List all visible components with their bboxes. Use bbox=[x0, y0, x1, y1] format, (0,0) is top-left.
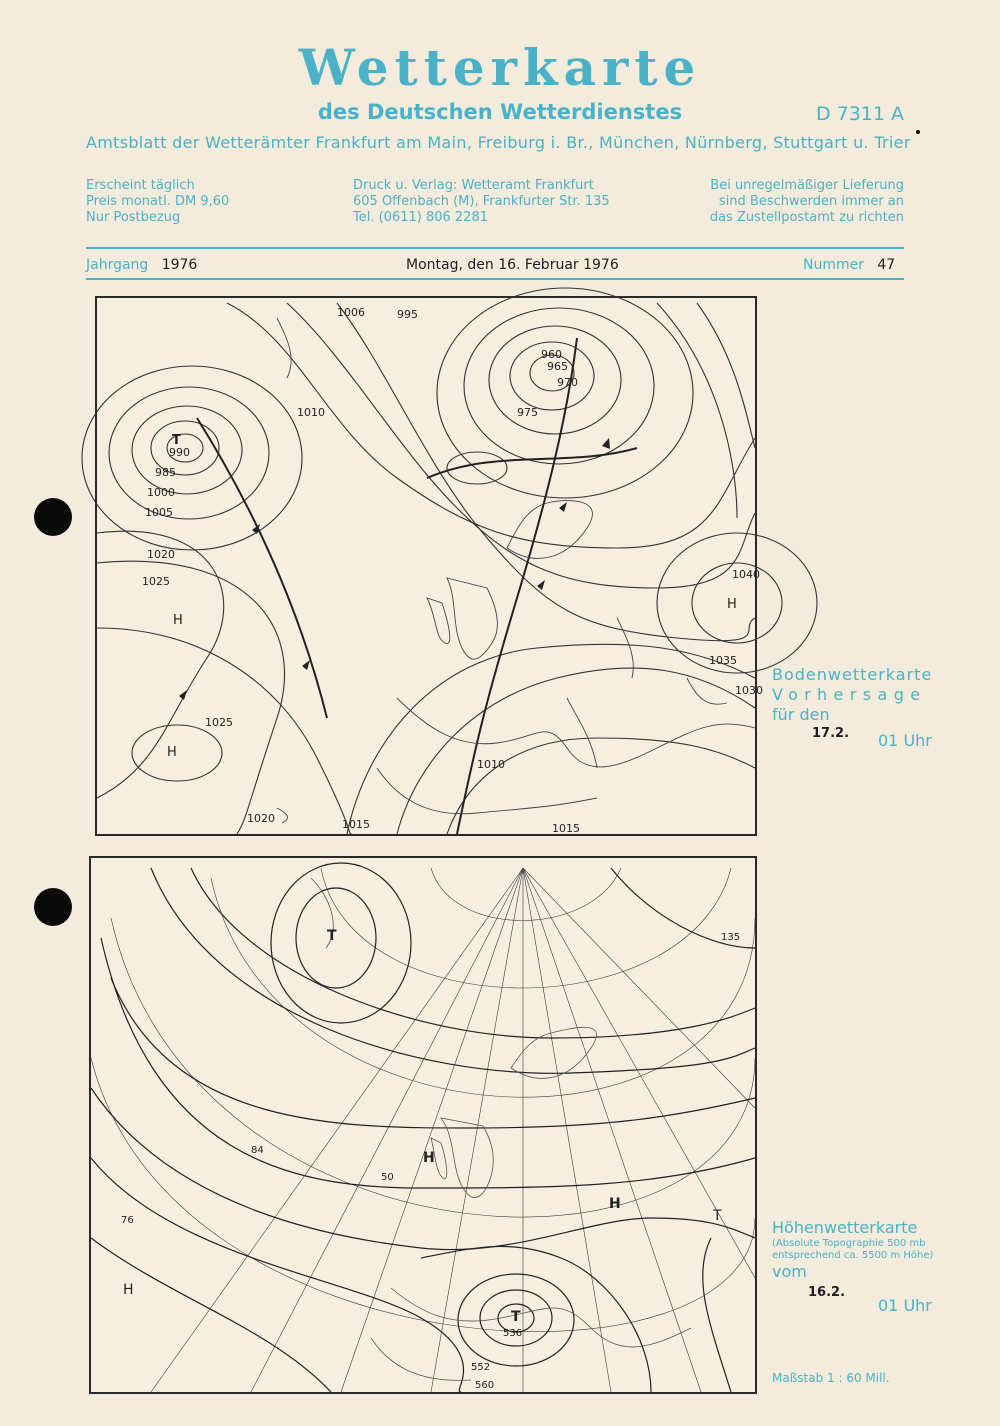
map-label: 1040 bbox=[732, 568, 760, 581]
surface-caption-date: 17.2. bbox=[812, 726, 850, 741]
map-label: H bbox=[423, 1150, 435, 1166]
info-left bbox=[86, 178, 229, 226]
nummer-label: Nummer bbox=[803, 257, 864, 273]
rule-top bbox=[86, 247, 904, 249]
map-label: 1010 bbox=[297, 406, 325, 419]
map-label: 975 bbox=[517, 406, 538, 419]
jahrgang-label: Jahrgang bbox=[86, 257, 149, 273]
issue-date: Montag, den 16. Februar 1976 bbox=[406, 257, 619, 273]
upper-caption-date: 16.2. bbox=[808, 1285, 846, 1300]
info-right-line: Bei unregelmäßiger Lieferung bbox=[710, 178, 904, 193]
map-label: 50 bbox=[381, 1172, 394, 1183]
map-label: 1006 bbox=[337, 306, 365, 319]
map-label: 552 bbox=[471, 1362, 491, 1373]
map-label: 1015 bbox=[552, 822, 580, 835]
map-label: H bbox=[173, 613, 183, 628]
surface-caption-for: für den bbox=[772, 705, 830, 724]
upper-caption-title: Höhenwetterkarte bbox=[772, 1218, 918, 1237]
upper-caption-sub2: entsprechend ca. 5500 m Höhe) bbox=[772, 1250, 934, 1261]
map-label: 1025 bbox=[142, 575, 170, 588]
info-center bbox=[353, 178, 610, 226]
map-label: 1020 bbox=[147, 548, 175, 561]
map-label: H bbox=[727, 597, 737, 612]
upper-caption-time: 01 Uhr bbox=[878, 1296, 932, 1315]
map-label: 985 bbox=[155, 466, 176, 479]
rule-bottom bbox=[86, 278, 904, 280]
map-label: 960 bbox=[541, 348, 562, 361]
map-label: 1010 bbox=[477, 758, 505, 771]
map-label: 1015 bbox=[342, 818, 370, 831]
map-label: H bbox=[123, 1282, 134, 1298]
amtsblatt-line: Amtsblatt der Wetterämter Frankfurt am Main, Freiburg i. Br., München, Nürnberg, Stuttgart u. Trier bbox=[86, 133, 911, 152]
map-label: 84 bbox=[251, 1145, 264, 1156]
upper-caption-from: vom bbox=[772, 1262, 807, 1281]
map-label: 1005 bbox=[145, 506, 173, 519]
map-label: 536 bbox=[503, 1328, 523, 1339]
surface-map-svg bbox=[97, 298, 763, 835]
map-label: 1020 bbox=[247, 812, 275, 825]
map-label: 76 bbox=[121, 1215, 134, 1226]
upper-air-map bbox=[89, 856, 757, 1394]
info-center-line: Druck u. Verlag: Wetteramt Frankfurt bbox=[353, 178, 594, 193]
surface-caption-title: Bodenwetterkarte bbox=[772, 665, 933, 684]
surface-map-labels bbox=[142, 306, 763, 835]
map-label: T bbox=[511, 1309, 521, 1325]
masthead-title: Wetterkarte bbox=[298, 38, 702, 97]
map-label: 1025 bbox=[205, 716, 233, 729]
upper-caption-sub1: (Absolute Topographie 500 mb bbox=[772, 1238, 926, 1249]
map-label: 1035 bbox=[709, 654, 737, 667]
map-label: T bbox=[172, 433, 181, 448]
upper-map-svg bbox=[91, 858, 755, 1392]
map-label: 990 bbox=[169, 446, 190, 459]
map-label: 970 bbox=[557, 376, 578, 389]
info-center-line: 605 Offenbach (M), Frankfurter Str. 135 bbox=[353, 194, 610, 209]
info-right bbox=[710, 178, 904, 226]
ink-dot bbox=[916, 130, 920, 134]
info-left-line: Erscheint täglich bbox=[86, 178, 195, 193]
map-label: 1000 bbox=[147, 486, 175, 499]
map-label: H bbox=[167, 745, 177, 760]
map-label: 560 bbox=[475, 1380, 495, 1391]
map-label: 965 bbox=[547, 360, 568, 373]
upper-caption bbox=[772, 1218, 952, 1282]
nummer bbox=[803, 257, 895, 273]
info-left-line: Preis monatl. DM 9,60 bbox=[86, 194, 230, 209]
info-center-line: Tel. (0611) 806 2281 bbox=[353, 210, 488, 225]
coastlines bbox=[311, 878, 691, 1380]
isobars bbox=[82, 288, 817, 834]
graticule bbox=[91, 868, 755, 1392]
nummer-value: 47 bbox=[877, 257, 896, 273]
map-label: T bbox=[327, 928, 337, 944]
punch-hole-bottom bbox=[34, 888, 72, 926]
punch-hole-top bbox=[34, 498, 72, 536]
map-label: T bbox=[713, 1208, 722, 1224]
map-label: 995 bbox=[397, 308, 418, 321]
surface-caption bbox=[772, 665, 942, 725]
map-label: H bbox=[609, 1196, 621, 1212]
surface-caption-time: 01 Uhr bbox=[878, 731, 932, 750]
info-left-line: Nur Postbezug bbox=[86, 210, 181, 225]
info-right-line: das Zustellpostamt zu richten bbox=[709, 210, 904, 225]
masthead-subtitle: des Deutschen Wetterdienstes bbox=[317, 100, 683, 124]
map-label: 135 bbox=[721, 932, 741, 943]
info-right-line: sind Beschwerden immer an bbox=[718, 194, 904, 209]
map-label: 1030 bbox=[735, 684, 763, 697]
jahrgang-value: 1976 bbox=[161, 257, 198, 273]
front-symbols bbox=[179, 438, 610, 700]
surface-weather-map bbox=[95, 296, 763, 836]
height-contours bbox=[91, 863, 755, 1392]
jahrgang bbox=[86, 257, 197, 273]
document-id: D 7311 A bbox=[815, 103, 904, 125]
surface-caption-forecast: Vorhersage bbox=[772, 685, 927, 704]
map-scale: Maßstab 1 : 60 Mill. bbox=[772, 1371, 890, 1385]
